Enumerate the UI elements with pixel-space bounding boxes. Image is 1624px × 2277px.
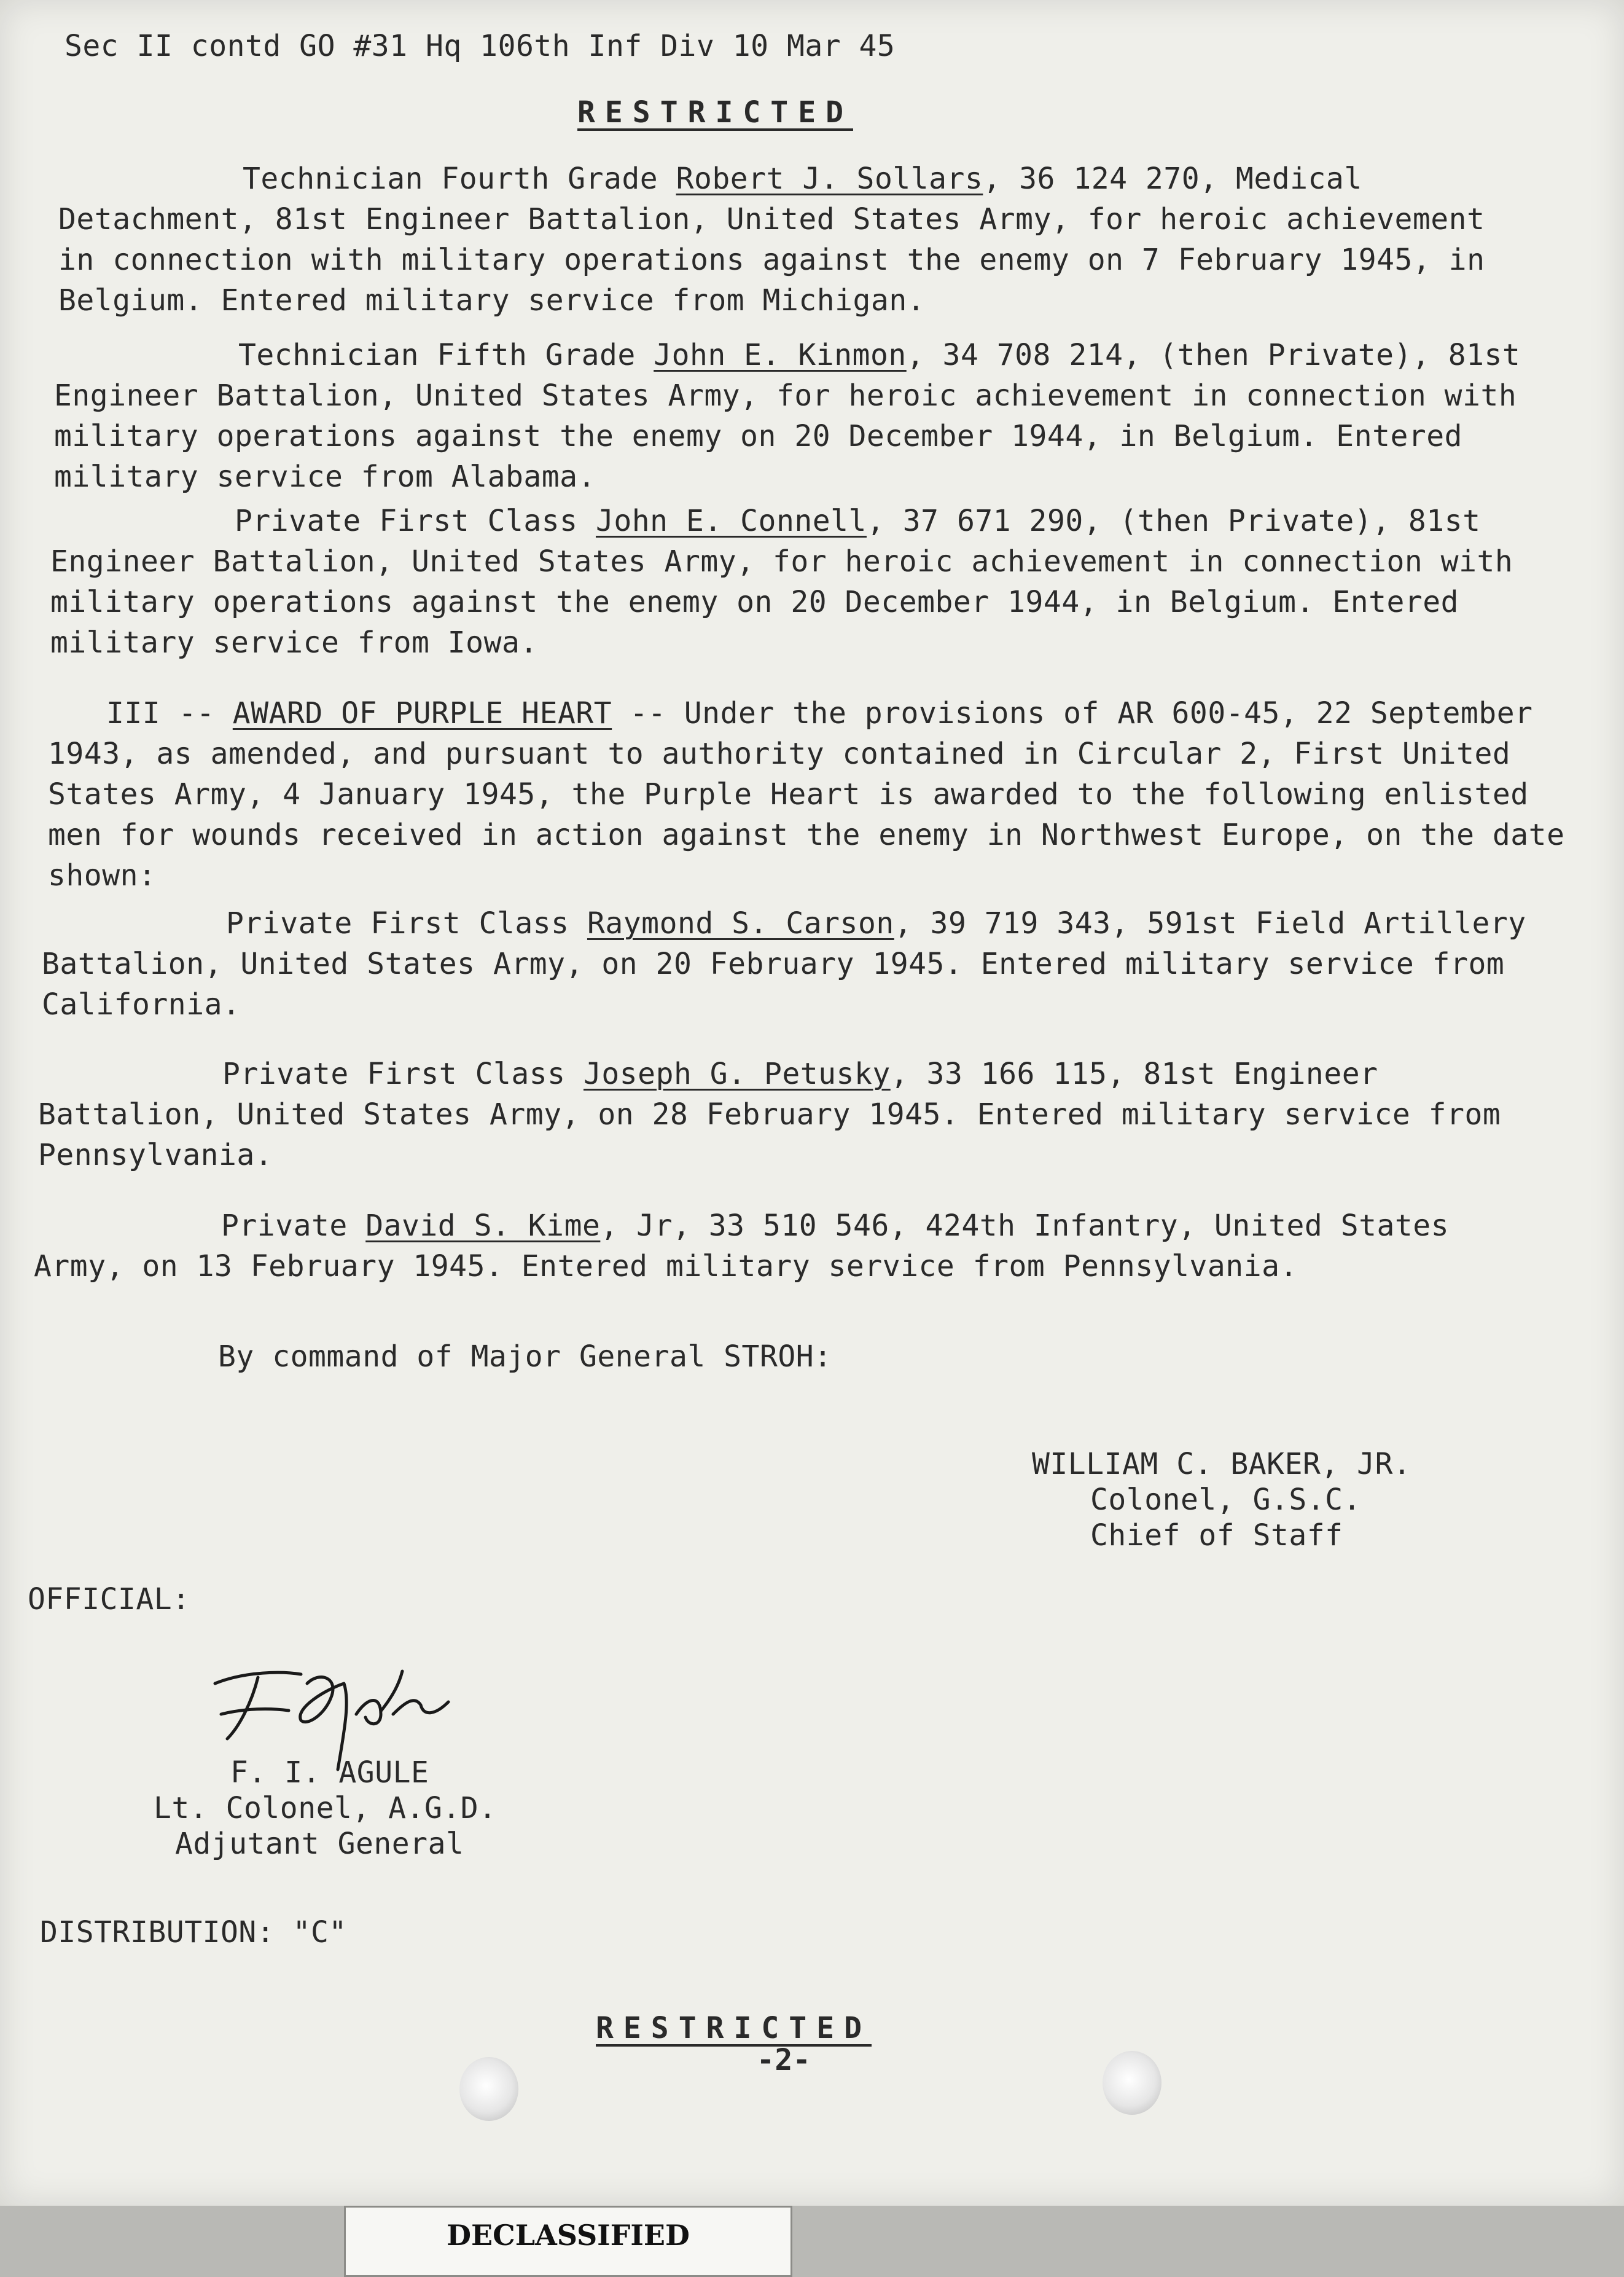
paragraph-carson: Private First Class Raymond S. Carson, 39 719 343, 591st Field Artillery Battalion, United States Army, on 20 February 1945. Entered military service from California. [42, 906, 1526, 1022]
paragraph-sollars: Technician Fourth Grade Robert J. Sollars, 36 124 270, Medical Detachment, 81st Engineer Battalion, United States Army, for heroic achievement in connection with military operations against the enemy on 7 February 1945, in Belgium. Entered military service from Michigan. [58, 162, 1485, 318]
adjutant-title: Adjutant General [175, 1827, 464, 1861]
paragraph-section-iii: III -- AWARD OF PURPLE HEART -- Under the provisions of AR 600-45, 22 September 1943, as amended, and pursuant to authority contained in Circular 2, First United States Army, 4 January 1945, the Purple Heart is awarded to the following enlisted men for wounds received in action against the enemy in Northwest Europe, on the date shown: [48, 696, 1565, 893]
official-label: OFFICIAL: [28, 1582, 190, 1617]
commander-rank: Colonel, G.S.C. [1090, 1483, 1361, 1517]
paragraph-kinmon: Technician Fifth Grade John E. Kinmon, 34 708 214, (then Private), 81st Engineer Battalion, United States Army, for heroic achievement in connection with military operations against the enemy on 20 December 1944, in Belgium. Entered military service from Alabama. [54, 338, 1521, 494]
adjutant-rank: Lt. Colonel, A.G.D. [154, 1791, 497, 1825]
paragraph-petusky: Private First Class Joseph G. Petusky, 33 166 115, 81st Engineer Battalion, United States Army, on 28 February 1945. Entered military service from Pennsylvania. [38, 1057, 1501, 1172]
distribution-line: DISTRIBUTION: "C" [40, 1915, 347, 1950]
name-kime: David S. Kime [365, 1209, 601, 1243]
name-connell: John E. Connell [595, 504, 867, 538]
punch-hole-left [459, 2057, 518, 2121]
commander-title: Chief of Staff [1090, 1518, 1343, 1553]
punch-hole-right [1103, 2051, 1161, 2115]
document-reference: Sec II contd GO #31 Hq 106th Inf Div 10 Mar 45 [64, 29, 896, 63]
command-line: By command of Major General STROH: [218, 1339, 832, 1374]
name-kinmon: John E. Kinmon [654, 338, 907, 372]
declassified-stamp: DECLASSIFIED [344, 2206, 792, 2277]
adjutant-name: F. I. AGULE [230, 1755, 429, 1790]
paragraph-kime: Private David S. Kime, Jr, 33 510 546, 424th Infantry, United States Army, on 13 February 1945. Entered military service from Pennsylvania. [34, 1209, 1450, 1284]
name-petusky: Joseph G. Petusky [583, 1057, 891, 1091]
name-sollars: Robert J. Sollars [676, 162, 983, 196]
section-iii-title: AWARD OF PURPLE HEART [232, 696, 612, 731]
classification-top: RESTRICTED [577, 95, 853, 130]
paragraph-connell: Private First Class John E. Connell, 37 671 290, (then Private), 81st Engineer Battalion, United States Army, for heroic achievement in connection with military operations against the enemy on 20 December 1944, in Belgium. Entered military service from Iowa. [50, 504, 1513, 660]
classification-bottom: RESTRICTED [596, 2011, 872, 2045]
commander-name: WILLIAM C. BAKER, JR. [1032, 1447, 1411, 1481]
name-carson: Raymond S. Carson [587, 906, 894, 941]
page-number: -2- [757, 2043, 811, 2077]
